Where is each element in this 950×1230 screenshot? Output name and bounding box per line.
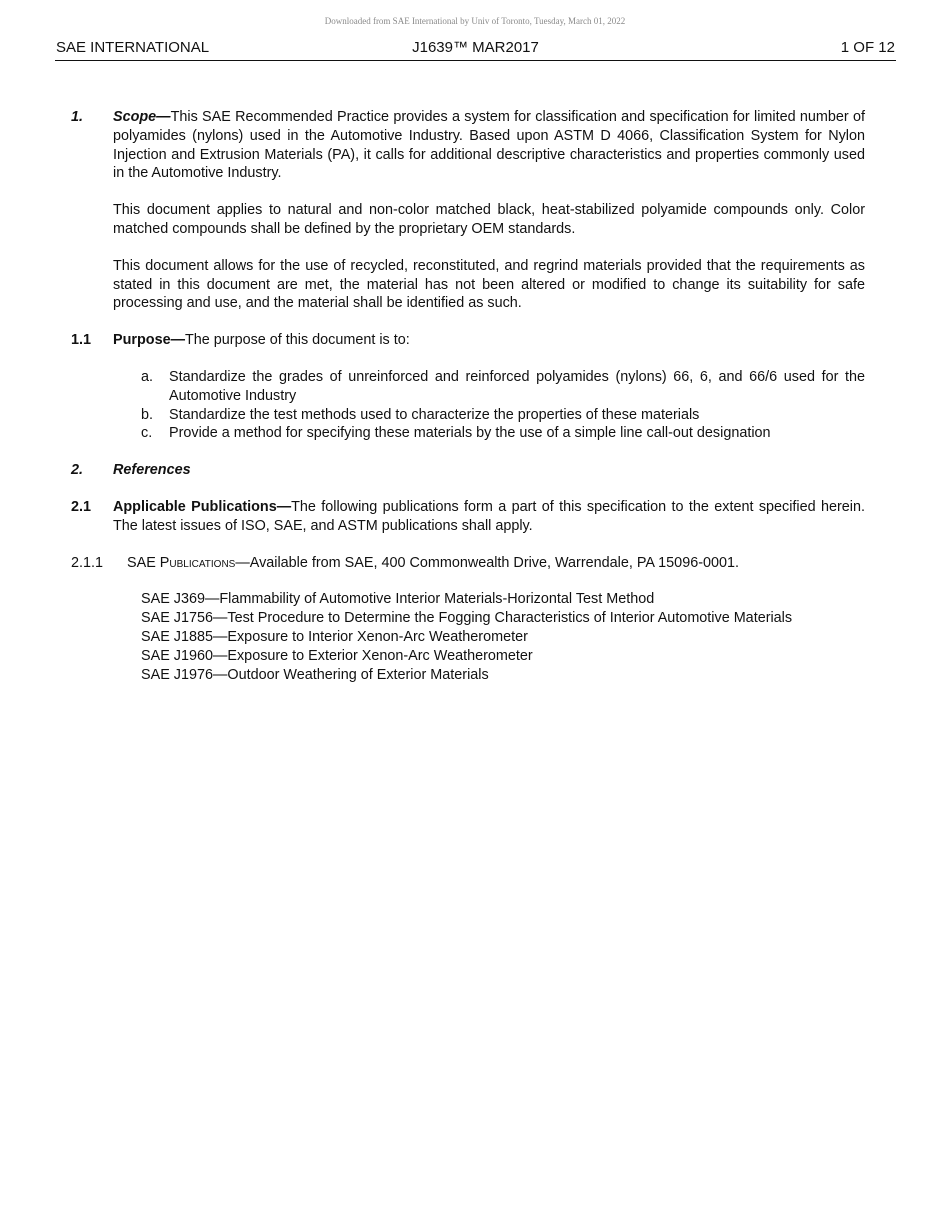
section-title: Publications [159, 554, 236, 571]
list-text: Standardize the grades of unreinforced and reinforced polyamides (nylons) 66, 6, and 66/6 used for the Automotive Industry [169, 368, 865, 404]
section-scope [71, 108, 865, 313]
reference-item: SAE J1756—Test Procedure to Determine the Fogging Characteristics of Interior Automotive Materials [141, 610, 793, 627]
scope-paragraph-3: This document allows for the use of recycled, reconstituted, and regrind materials provided that the requirements as stated in this document are met, the material has not been altered or modified to change its suitability for safe processing and use, and the material shall be identified as such. [113, 257, 865, 312]
section-number: 2. [71, 462, 84, 479]
list-letter: c. [141, 425, 153, 442]
section-number: 1.1 [71, 332, 92, 349]
section-title: Applicable Publications— [113, 498, 292, 515]
list-letter: a. [141, 368, 154, 385]
running-header [55, 38, 896, 61]
list-item [141, 424, 865, 443]
purpose-intro: The purpose of this document is to: [184, 332, 410, 349]
header-org: SAE INTERNATIONAL [56, 39, 210, 56]
reference-item: SAE J1885—Exposure to Interior Xenon-Arc Weatherometer [141, 628, 528, 645]
header-page-number: 1 OF 12 [840, 39, 895, 56]
section-title: References [113, 462, 191, 479]
reference-item: SAE J369—Flammability of Automotive Interior Materials-Horizontal Test Method [141, 591, 655, 608]
paragraph-text: —Available from SAE, 400 Commonwealth Drive, Warrendale, PA 15096-0001. [235, 554, 740, 571]
paragraph-text: This SAE Recommended Practice provides a system for classification and specification for limited number of polyamides (nylons) used in the Automotive Industry. Based upon ASTM D 4066, Classification System for Nylon Injection and Extrusion Materials (PA), it calls for additional descriptive characteristics and properties commonly used in the Automotive Industry. [113, 109, 865, 182]
section-applicable-publications [71, 498, 865, 536]
list-item [141, 406, 865, 425]
reference-item: SAE J1976—Outdoor Weathering of Exterior Materials [141, 666, 489, 683]
section-title-prefix: SAE [127, 554, 160, 571]
section-number: 2.1.1 [71, 554, 104, 571]
list-letter: b. [141, 406, 154, 423]
reference-list [141, 590, 865, 684]
section-number: 2.1 [71, 498, 92, 515]
download-watermark: Downloaded from SAE International by Univ of Toronto, Tuesday, March 01, 2022 [324, 16, 626, 26]
section-references [71, 461, 865, 480]
document-body [71, 108, 865, 684]
section-sae-publications [71, 554, 865, 685]
scope-paragraph-2: This document applies to natural and non-color matched black, heat-stabilized polyamide compounds only. Color matched compounds shall be defined by the proprietary OEM standards. [113, 202, 865, 237]
list-text: Provide a method for specifying these materials by the use of a simple line call-out designation [169, 425, 771, 442]
reference-item: SAE J1960—Exposure to Exterior Xenon-Arc Weatherometer [141, 647, 533, 664]
purpose-list [141, 368, 865, 443]
section-title: Purpose— [113, 332, 185, 349]
section-title: Scope— [113, 109, 171, 125]
list-item [141, 368, 865, 406]
scope-paragraph-1 [113, 108, 865, 183]
section-number: 1. [71, 109, 84, 125]
section-purpose [71, 331, 865, 443]
header-doc-id: J1639™ MAR2017 [412, 39, 539, 56]
paragraph-text: The following publications form a part of this specification to the extent specified herein. The latest issues of ISO, SAE, and ASTM publications shall apply. [113, 498, 866, 534]
list-text: Standardize the test methods used to characterize the properties of these materials [169, 406, 700, 423]
